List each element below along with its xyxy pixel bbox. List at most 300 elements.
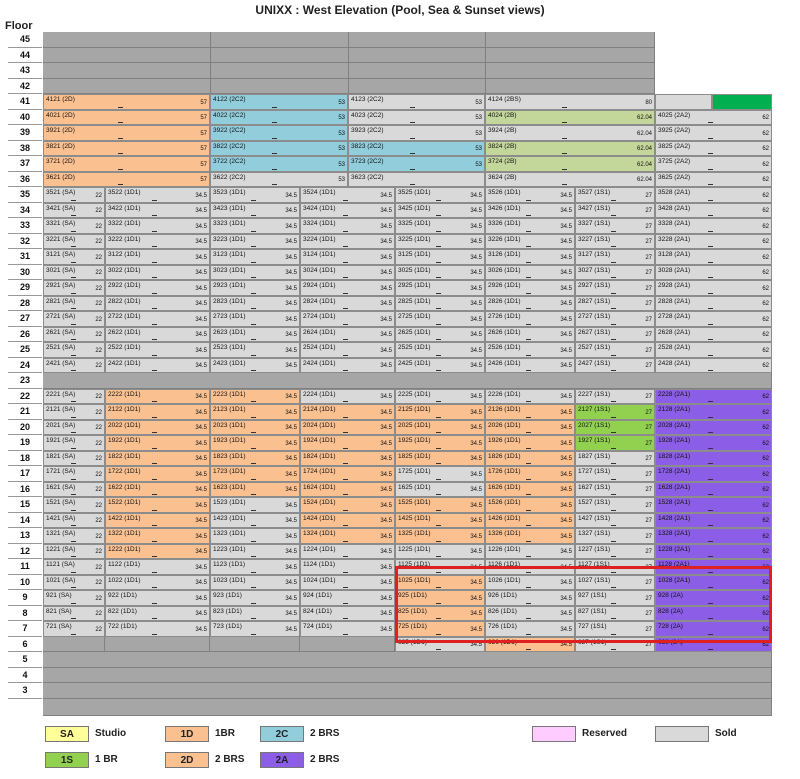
- floor-bar: [43, 48, 655, 64]
- unit-number: 3522 (1D1): [108, 189, 141, 196]
- unit-cell: [210, 172, 348, 188]
- unit-cell: [300, 482, 395, 498]
- unit-marker: [343, 401, 348, 402]
- unit-number: 1027 (1S1): [578, 576, 611, 584]
- unit-number: 1325 (1D1): [398, 530, 431, 537]
- unit-size: 22: [95, 254, 102, 261]
- floor-label: 23: [8, 373, 42, 389]
- unit-number: 3526 (1D1): [488, 189, 521, 196]
- unit-cell: [348, 94, 485, 110]
- unit-cell: [395, 311, 485, 327]
- floor-label: 33: [8, 218, 42, 234]
- unit-size: 62: [762, 471, 769, 478]
- unit-marker: [118, 138, 123, 139]
- unit-number: 1123 (1D1): [213, 561, 246, 568]
- unit-cell: [43, 110, 210, 126]
- unit-marker: [343, 525, 348, 526]
- unit-size: 27: [645, 347, 652, 354]
- unit-marker: [436, 339, 441, 340]
- unit-cell: [485, 327, 575, 343]
- unit-number: 2622 (1D1): [108, 328, 141, 336]
- unit-number: 3521 (SA): [46, 189, 76, 196]
- unit-size: 62: [762, 487, 769, 493]
- unit-size: 22: [95, 285, 102, 292]
- unit-cell: [655, 621, 772, 637]
- unit-cell: [210, 389, 300, 405]
- unit-size: 62.04: [636, 115, 652, 121]
- unit-marker: [436, 370, 441, 371]
- unit-marker: [526, 370, 531, 371]
- unit-marker: [343, 587, 348, 588]
- legend-text: Sold: [715, 728, 737, 739]
- unit-marker: [71, 494, 76, 495]
- unit-marker: [272, 107, 277, 108]
- unit-size: 22: [95, 301, 102, 307]
- unit-number: 3422 (1D1): [108, 204, 141, 212]
- unit-cell: [395, 265, 485, 281]
- unit-marker: [343, 479, 348, 480]
- unit-marker: [71, 541, 76, 542]
- unit-size: 62: [762, 285, 769, 292]
- unit-cell: [485, 110, 655, 126]
- unit-size: 34.5: [285, 363, 297, 369]
- unit-marker: [436, 293, 441, 294]
- unit-marker: [152, 293, 157, 294]
- unit-size: 53: [475, 146, 482, 152]
- unit-cell: [575, 637, 655, 653]
- unit-marker: [71, 339, 76, 340]
- unit-marker: [526, 541, 531, 542]
- unit-number: 1926 (1D1): [488, 437, 521, 444]
- unit-size: 34.5: [195, 363, 207, 369]
- unit-size: 34.5: [560, 502, 572, 509]
- unit-size: 62: [762, 301, 769, 307]
- unit-size: 34.5: [560, 471, 572, 478]
- unit-size: 34.5: [560, 316, 572, 323]
- unit-marker: [251, 308, 256, 309]
- unit-cell: [655, 389, 772, 405]
- unit-marker: [251, 200, 256, 201]
- unit-number: 1524 (1D1): [303, 499, 336, 506]
- unit-marker: [71, 634, 76, 635]
- unit-size: 62: [762, 409, 769, 416]
- floor-divider: [348, 63, 349, 79]
- unit-marker: [436, 448, 441, 449]
- unit-number: 1623 (1D1): [213, 483, 246, 491]
- unit-marker: [152, 432, 157, 433]
- unit-marker: [611, 308, 616, 309]
- unit-number: 2223 (1D1): [213, 390, 246, 398]
- unit-marker: [343, 324, 348, 325]
- unit-marker: [436, 215, 441, 216]
- unit-marker: [436, 587, 441, 588]
- unit-size: 53: [338, 177, 345, 183]
- unit-cell: [655, 125, 772, 141]
- unit-size: 34.5: [285, 301, 297, 307]
- floor-label: 5: [8, 652, 42, 668]
- unit-size: 34.5: [195, 239, 207, 245]
- unit-marker: [611, 587, 616, 588]
- floor-label: 41: [8, 94, 42, 110]
- unit-number: 3823 (2C2): [351, 142, 384, 150]
- floor-label: 3: [8, 683, 42, 699]
- unit-size: 34.5: [470, 456, 482, 462]
- unit-marker: [436, 200, 441, 201]
- floor-label: 44: [8, 48, 42, 64]
- unit-marker: [251, 262, 256, 263]
- unit-size: 34.5: [285, 316, 297, 323]
- unit-number: 1824 (1D1): [303, 452, 336, 460]
- unit-marker: [562, 107, 567, 108]
- unit-number: 3025 (1D1): [398, 266, 431, 274]
- unit-cell: [300, 513, 395, 529]
- floor-bar: [43, 637, 105, 653]
- unit-cell: [105, 358, 210, 374]
- ground-block: [43, 699, 772, 717]
- unit-marker: [708, 215, 713, 216]
- unit-cell: [210, 621, 300, 637]
- unit-marker: [272, 169, 277, 170]
- unit-number: 2127 (1S1): [578, 406, 611, 413]
- unit-marker: [708, 138, 713, 139]
- unit-size: 34.5: [195, 549, 207, 555]
- unit-marker: [343, 262, 348, 263]
- unit-number: 1825 (1D1): [398, 452, 431, 460]
- unit-number: 2221 (SA): [46, 390, 76, 398]
- unit-number: 1122 (1D1): [108, 561, 141, 568]
- unit-marker: [611, 355, 616, 356]
- floor-label: 7: [8, 621, 42, 637]
- unit-marker: [611, 262, 616, 263]
- floor-label: 40: [8, 110, 42, 126]
- unit-number: 1427 (1S1): [578, 514, 611, 522]
- unit-cell: [210, 94, 348, 110]
- unit-size: 27: [645, 363, 652, 369]
- unit-number: 3126 (1D1): [488, 251, 521, 258]
- unit-cell: [655, 497, 772, 513]
- unit-marker: [436, 417, 441, 418]
- unit-cell: [43, 389, 105, 405]
- unit-size: 62: [762, 208, 769, 214]
- unit-cell: [43, 482, 105, 498]
- unit-number: 2126 (1D1): [488, 406, 521, 413]
- unit-cell: [105, 559, 210, 575]
- unit-size: 22: [95, 394, 102, 400]
- unit-cell: [43, 296, 105, 312]
- floor-label: 17: [8, 466, 42, 482]
- unit-size: 62: [762, 146, 769, 152]
- unit-cell: [210, 280, 300, 296]
- unit-cell: [210, 466, 300, 482]
- unit-size: 34.5: [285, 440, 297, 447]
- unit-cell: [655, 280, 772, 296]
- floor-label: 10: [8, 575, 42, 591]
- unit-size: 34.5: [470, 611, 482, 617]
- unit-marker: [251, 277, 256, 278]
- unit-size: 57: [200, 161, 207, 168]
- unit-size: 34.5: [470, 332, 482, 338]
- floor-divider: [485, 48, 486, 64]
- unit-size: 34.5: [560, 192, 572, 199]
- unit-number: 2028 (2A1): [658, 421, 691, 429]
- floor-divider: [485, 63, 486, 79]
- unit-cell: [300, 528, 395, 544]
- unit-number: 2023 (1D1): [213, 421, 246, 429]
- legend-swatch: 2A: [260, 752, 304, 768]
- unit-cell: [395, 342, 485, 358]
- unit-marker: [343, 494, 348, 495]
- unit-number: 3024 (1D1): [303, 266, 336, 274]
- unit-marker: [436, 231, 441, 232]
- unit-number: 1628 (2A1): [658, 483, 691, 491]
- unit-number: 1121 (SA): [46, 561, 75, 568]
- unit-marker: [71, 463, 76, 464]
- unit-marker: [343, 246, 348, 247]
- unit-marker: [708, 122, 713, 123]
- unit-size: 62: [762, 223, 769, 230]
- unit-size: 22: [95, 626, 102, 633]
- unit-size: 34.5: [470, 518, 482, 524]
- unit-cell: [485, 234, 575, 250]
- unit-size: 27: [645, 223, 652, 230]
- unit-cell: [43, 311, 105, 327]
- unit-number: 2528 (2A1): [658, 344, 691, 351]
- unit-size: 34.5: [470, 580, 482, 586]
- unit-size: 34.5: [195, 518, 207, 524]
- unit-number: 1225 (1D1): [398, 545, 431, 553]
- unit-marker: [152, 479, 157, 480]
- unit-size: 34.5: [285, 254, 297, 261]
- unit-cell: [485, 451, 575, 467]
- floor-label: 26: [8, 327, 42, 343]
- unit-cell: [575, 389, 655, 405]
- unit-number: 2421 (SA): [46, 359, 76, 367]
- legend-swatch: [532, 726, 576, 742]
- unit-size: 22: [95, 223, 102, 230]
- unit-marker: [526, 463, 531, 464]
- unit-marker: [708, 200, 713, 201]
- unit-cell: [395, 590, 485, 606]
- unit-cell: [105, 513, 210, 529]
- unit-number: 1721 (SA): [46, 468, 76, 475]
- unit-number: 3523 (1D1): [213, 189, 246, 196]
- unit-number: 1428 (2A1): [658, 514, 691, 522]
- unit-number: 2022 (1D1): [108, 421, 141, 429]
- unit-cell: [300, 249, 395, 265]
- unit-size: 22: [95, 409, 102, 416]
- unit-size: 34.5: [560, 363, 572, 369]
- unit-marker: [343, 355, 348, 356]
- unit-size: 22: [95, 533, 102, 540]
- unit-marker: [152, 401, 157, 402]
- floor-label: 6: [8, 637, 42, 653]
- legend-text: Studio: [95, 728, 127, 739]
- unit-cell: [575, 606, 655, 622]
- unit-cell: [43, 497, 105, 513]
- floor-bar: [43, 683, 772, 699]
- unit-marker: [71, 231, 76, 232]
- unit-marker: [526, 432, 531, 433]
- unit-number: 627 (1S1): [578, 638, 607, 646]
- unit-size: 22: [95, 580, 102, 586]
- unit-marker: [71, 215, 76, 216]
- unit-size: 53: [475, 161, 482, 168]
- unit-size: 22: [95, 332, 102, 338]
- unit-size: 34.5: [195, 301, 207, 307]
- floor-label: 30: [8, 265, 42, 281]
- unit-size: 34.5: [560, 549, 572, 555]
- unit-number: 3922 (2C2): [213, 127, 246, 134]
- unit-number: 1826 (1D1): [488, 452, 521, 460]
- unit-cell: [575, 203, 655, 219]
- unit-number: 1228 (2A1): [658, 545, 691, 553]
- unit-cell: [655, 420, 772, 436]
- unit-marker: [526, 556, 531, 557]
- unit-marker: [152, 510, 157, 511]
- unit-size: 34.5: [560, 394, 572, 400]
- unit-marker: [611, 634, 616, 635]
- unit-cell: [210, 110, 348, 126]
- unit-marker: [251, 401, 256, 402]
- unit-number: 924 (1D1): [303, 592, 332, 599]
- unit-cell: [395, 513, 485, 529]
- unit-marker: [71, 200, 76, 201]
- unit-marker: [118, 169, 123, 170]
- unit-size: 34.5: [380, 409, 392, 416]
- unit-marker: [611, 572, 616, 573]
- unit-size: 34.5: [560, 409, 572, 416]
- unit-cell: [43, 280, 105, 296]
- unit-size: 62: [762, 611, 769, 617]
- unit-marker: [611, 525, 616, 526]
- unit-cell: [210, 342, 300, 358]
- unit-marker: [152, 262, 157, 263]
- unit-cell: [575, 559, 655, 575]
- unit-marker: [272, 184, 277, 185]
- unit-marker: [436, 603, 441, 604]
- unit-marker: [526, 215, 531, 216]
- unit-cell: [575, 420, 655, 436]
- unit-marker: [436, 556, 441, 557]
- unit-size: 34.5: [285, 626, 297, 633]
- unit-cell: [575, 187, 655, 203]
- unit-cell: [655, 528, 772, 544]
- unit-marker: [708, 246, 713, 247]
- unit-size: 34.5: [285, 471, 297, 478]
- unit-size: 62.04: [636, 177, 652, 183]
- unit-cell: [210, 187, 300, 203]
- unit-number: 2424 (1D1): [303, 359, 336, 367]
- unit-marker: [71, 525, 76, 526]
- unit-number: 3222 (1D1): [108, 235, 141, 243]
- unit-marker: [526, 603, 531, 604]
- legend-swatch: 1D: [165, 726, 209, 742]
- unit-number: 1425 (1D1): [398, 514, 431, 522]
- unit-number: 1728 (2A1): [658, 468, 691, 475]
- unit-marker: [708, 634, 713, 635]
- unit-number: 2723 (1D1): [213, 313, 246, 320]
- floor-divider: [210, 79, 211, 95]
- unit-number: 1927 (1S1): [578, 437, 611, 444]
- unit-number: 4022 (2C2): [213, 111, 246, 119]
- unit-cell: [43, 249, 105, 265]
- unit-size: 62: [762, 564, 769, 571]
- unit-number: 3225 (1D1): [398, 235, 431, 243]
- unit-number: 1025 (1D1): [398, 576, 431, 584]
- unit-number: 2628 (2A1): [658, 328, 691, 336]
- unit-size: 27: [645, 487, 652, 493]
- unit-size: 34.5: [380, 549, 392, 555]
- unit-marker: [708, 603, 713, 604]
- unit-number: 1125 (1D1): [398, 561, 431, 568]
- unit-cell: [655, 296, 772, 312]
- unit-size: 34.5: [195, 487, 207, 493]
- unit-marker: [708, 293, 713, 294]
- unit-marker: [562, 184, 567, 185]
- unit-size: 34.5: [195, 394, 207, 400]
- unit-cell: [395, 296, 485, 312]
- unit-cell: [210, 420, 300, 436]
- unit-marker: [118, 184, 123, 185]
- unit-number: 3324 (1D1): [303, 220, 336, 227]
- unit-marker: [152, 541, 157, 542]
- unit-cell: [485, 528, 575, 544]
- unit-cell: [210, 544, 300, 560]
- unit-cell: [395, 482, 485, 498]
- unit-marker: [436, 510, 441, 511]
- unit-marker: [343, 463, 348, 464]
- unit-marker: [708, 184, 713, 185]
- unit-number: 2423 (1D1): [213, 359, 246, 367]
- unit-number: 1925 (1D1): [398, 437, 431, 444]
- unit-marker: [708, 417, 713, 418]
- unit-cell: [395, 249, 485, 265]
- unit-number: 3423 (1D1): [213, 204, 246, 212]
- unit-size: 34.5: [470, 208, 482, 214]
- unit-number: 3022 (1D1): [108, 266, 141, 274]
- unit-marker: [708, 463, 713, 464]
- unit-marker: [611, 432, 616, 433]
- unit-size: 34.5: [470, 595, 482, 602]
- unit-number: 722 (1D1): [108, 623, 137, 630]
- unit-cell: [712, 94, 772, 110]
- unit-cell: [485, 559, 575, 575]
- unit-cell: [105, 203, 210, 219]
- unit-cell: [575, 218, 655, 234]
- unit-marker: [436, 262, 441, 263]
- unit-marker: [708, 231, 713, 232]
- unit-marker: [526, 649, 531, 650]
- unit-cell: [210, 125, 348, 141]
- floor-label: 4: [8, 668, 42, 684]
- floor-label: 18: [8, 451, 42, 467]
- unit-size: 27: [645, 316, 652, 323]
- unit-number: 3425 (1D1): [398, 204, 431, 212]
- unit-number: 1223 (1D1): [213, 545, 246, 553]
- unit-number: 4025 (2A2): [658, 111, 691, 119]
- floor-divider: [348, 79, 349, 95]
- unit-cell: [210, 265, 300, 281]
- unit-cell: [105, 528, 210, 544]
- unit-size: 34.5: [470, 270, 482, 276]
- unit-cell: [300, 389, 395, 405]
- unit-size: 62: [762, 456, 769, 462]
- unit-marker: [708, 479, 713, 480]
- unit-cell: [485, 420, 575, 436]
- unit-size: 34.5: [285, 518, 297, 524]
- legend-swatch: 1S: [45, 752, 89, 768]
- unit-cell: [300, 296, 395, 312]
